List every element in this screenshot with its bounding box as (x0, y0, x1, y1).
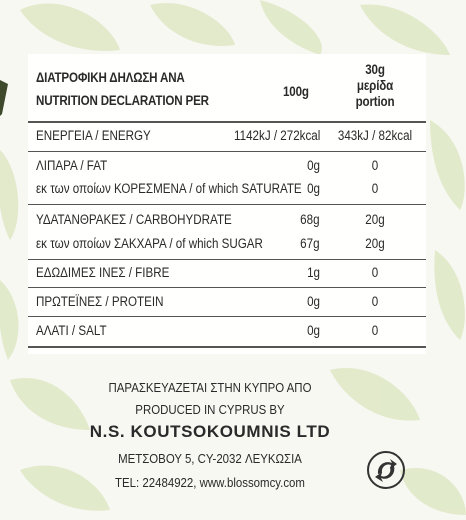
rule-protein (28, 316, 426, 317)
row-fibre-label: ΕΔΩΔΙΜΕΣ ΙΝΕΣ / FIBRE (36, 265, 170, 280)
rule-energy (28, 151, 426, 152)
row-carbohydrate-label: ΥΔΑΤΑΝΘΡΑΚΕΣ / CARBOHYDRATE (36, 212, 232, 227)
header-portion-english: portion (355, 94, 395, 109)
row-fibre-portion: 0 (371, 265, 379, 280)
footer-address: ΜΕΤΣΟΒΟΥ 5, CY-2032 ΛΕΥΚΩΣΙΑ (118, 451, 302, 466)
header-line-greek: ΔΙΑΤΡΟΦΙΚΗ ΔΗΛΩΣΗ ΑΝΑ (36, 70, 185, 85)
header-line-english: NUTRITION DECLARATION PER (36, 93, 209, 108)
row-salt-100g: 0g (307, 323, 320, 338)
row-sugar-100g: 67g (300, 236, 320, 251)
row-carbohydrate-portion: 20g (365, 212, 385, 227)
header-portion-greek: μερίδα (356, 78, 394, 93)
row-energy-portion: 343kJ / 82kcal (337, 128, 413, 143)
leaf-edge-mark (0, 78, 10, 118)
rule-bottom (28, 346, 426, 348)
row-energy-label: ΕΝΕΡΓΕΙΑ / ENERGY (36, 128, 151, 143)
row-saturate-portion: 0 (371, 181, 379, 196)
row-protein-label: ΠΡΩΤΕΪΝΕΣ / PROTEIN (36, 294, 164, 309)
row-fat-label: ΛΙΠΑΡΑ / FAT (36, 158, 108, 173)
row-energy-100g: 1142kJ / 272kcal (233, 128, 320, 143)
rule-header (28, 121, 426, 123)
footer-produced-english: PRODUCED IN CYPRUS BY (135, 402, 285, 417)
row-salt-portion: 0 (371, 323, 379, 338)
row-protein-portion: 0 (371, 294, 379, 309)
footer-contact: TEL: 22484922, www.blossomcy.com (115, 475, 305, 490)
header-100g: 100g (283, 84, 309, 99)
row-saturate-label: εκ των οποίων ΚΟΡΕΣΜΕΝΑ / of which SATURATE (36, 181, 302, 196)
row-protein-100g: 0g (307, 294, 320, 309)
row-saturate-100g: 0g (307, 181, 320, 196)
header-portion-amount: 30g (365, 62, 385, 77)
row-fat-portion: 0 (371, 158, 379, 173)
row-sugar-portion: 20g (365, 236, 385, 251)
row-sugar-label: εκ των οποίων ΣΑΚΧΑΡΑ / of which SUGAR (36, 236, 263, 251)
row-carbohydrate-100g: 68g (300, 212, 320, 227)
footer-company-name: N.S. KOUTSOKOUMNIS LTD (89, 422, 331, 441)
recycling-arrows-icon (366, 450, 406, 490)
footer-produced-greek: ΠΑΡΑΣΚΕΥΑΖΕΤΑΙ ΣΤΗΝ ΚΥΠΡΟ ΑΠΟ (108, 380, 312, 395)
rule-fat (28, 204, 426, 205)
row-salt-label: ΑΛΑΤΙ / SALT (36, 323, 107, 338)
rule-fibre (28, 287, 426, 288)
row-fibre-100g: 1g (307, 265, 320, 280)
row-fat-100g: 0g (307, 158, 320, 173)
rule-carbohydrate (28, 259, 426, 260)
